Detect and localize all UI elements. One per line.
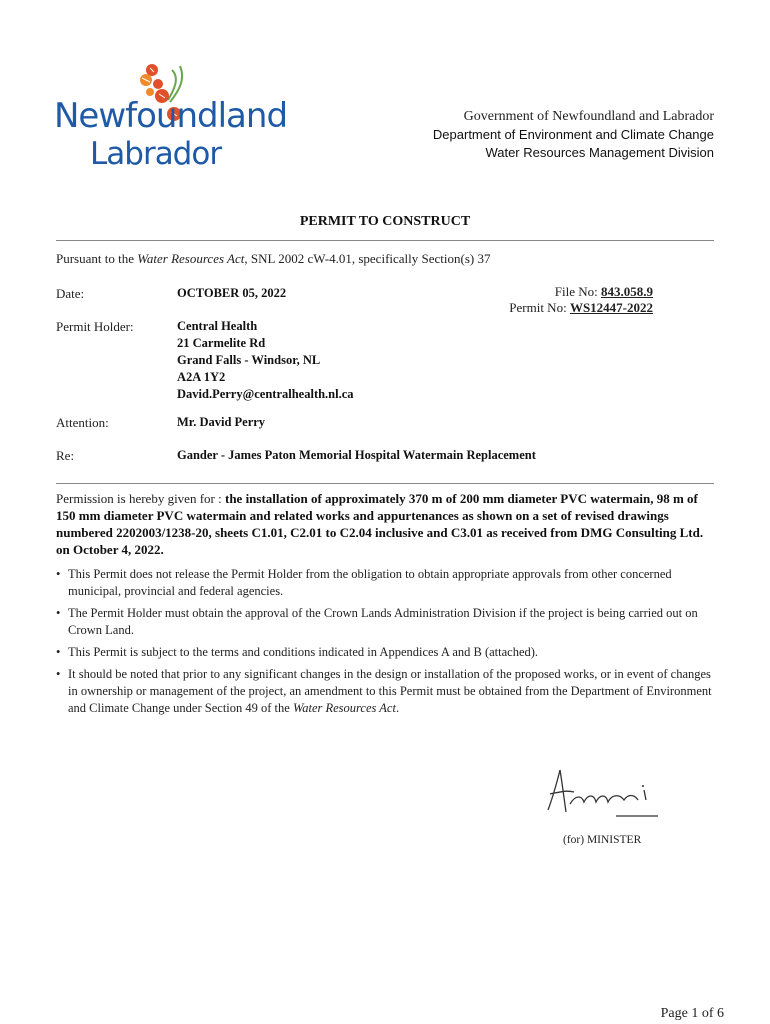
page-number: Page 1 of 6 bbox=[660, 1006, 724, 1021]
permission-body: the installation of approximately 370 m of 200 mm diameter PVC watermain, 98 m of 150 mm diameter PVC watermain and related works and appurtenances as shown on a set of revised drawings numbered 2202003/1238-20, sheets C1.01, C2.01 to C2.04 inclusive and C3.01 as received from DMG Consulting Ltd. on October 4, 2022. bbox=[56, 491, 704, 557]
document-title: PERMIT TO CONSTRUCT bbox=[299, 214, 471, 229]
title-divider bbox=[56, 240, 714, 241]
condition-item: • This Permit does not release the Permit Holder from the obligation to obtain appropriate approvals from other concerned municipal, provincial and federal agencies. bbox=[56, 566, 716, 600]
holder-postal-code: A2A 1Y2 bbox=[177, 370, 226, 384]
intro-prefix: Pursuant to the bbox=[56, 251, 138, 266]
condition-end: . bbox=[395, 701, 400, 715]
permit-number-row bbox=[509, 300, 653, 316]
division-name: Water Resources Management Division bbox=[485, 145, 714, 160]
intro-line bbox=[56, 251, 490, 267]
conditions-list bbox=[56, 566, 716, 722]
file-number-label: File No: bbox=[554, 284, 598, 299]
minister-label: (for) MINISTER bbox=[563, 834, 642, 846]
logo-line-2: Labrador bbox=[90, 136, 222, 172]
re-label: Re: bbox=[56, 448, 75, 463]
file-number-row bbox=[509, 284, 653, 300]
government-header bbox=[354, 108, 714, 162]
permit-holder-label: Permit Holder: bbox=[56, 319, 134, 334]
date-label: Date: bbox=[56, 286, 85, 301]
condition-act: Water Resources Act bbox=[292, 701, 396, 715]
section-divider bbox=[56, 483, 714, 484]
minister-signature bbox=[540, 764, 670, 824]
permit-holder-address bbox=[177, 318, 354, 403]
file-info bbox=[509, 284, 653, 316]
intro-act: Water Resources Act bbox=[137, 251, 245, 266]
holder-name: Central Health bbox=[177, 319, 258, 333]
logo-line-1: Newfoundland bbox=[54, 96, 288, 136]
attention-value: Mr. David Perry bbox=[177, 415, 266, 429]
file-number-value: 843.058.9 bbox=[601, 284, 653, 299]
department-name: Department of Environment and Climate Change bbox=[432, 127, 714, 142]
permission-statement bbox=[56, 490, 718, 558]
permit-number-label: Permit No: bbox=[509, 300, 567, 315]
province-logo bbox=[52, 58, 288, 173]
permission-lead: Permission is hereby given for : bbox=[56, 491, 225, 506]
intro-suffix: , SNL 2002 cW-4.01, specifically Section(s) 37 bbox=[244, 251, 491, 266]
condition-item bbox=[56, 666, 716, 717]
re-value: Gander - James Paton Memorial Hospital Watermain Replacement bbox=[177, 448, 536, 462]
condition-item: • This Permit is subject to the terms and conditions indicated in Appendices A and B (attached). bbox=[56, 644, 716, 661]
date-value: OCTOBER 05, 2022 bbox=[177, 286, 287, 300]
condition-text: It should be noted that prior to any significant changes in the design or installation of the proposed works, or in event of changes in ownership or management of the project, an amendment to this Permit must be obtained from the Department of Environment and Climate Change under Section 49 of the bbox=[68, 667, 712, 715]
holder-street: 21 Carmelite Rd bbox=[177, 336, 266, 350]
holder-email: David.Perry@centralhealth.nl.ca bbox=[177, 387, 354, 401]
permit-number-value: WS12447-2022 bbox=[569, 300, 653, 315]
attention-label: Attention: bbox=[56, 415, 109, 430]
condition-item: • The Permit Holder must obtain the approval of the Crown Lands Administration Division if the project is being carried out on Crown Land. bbox=[56, 605, 716, 639]
government-name: Government of Newfoundland and Labrador bbox=[463, 109, 714, 124]
holder-city: Grand Falls - Windsor, NL bbox=[177, 353, 321, 367]
